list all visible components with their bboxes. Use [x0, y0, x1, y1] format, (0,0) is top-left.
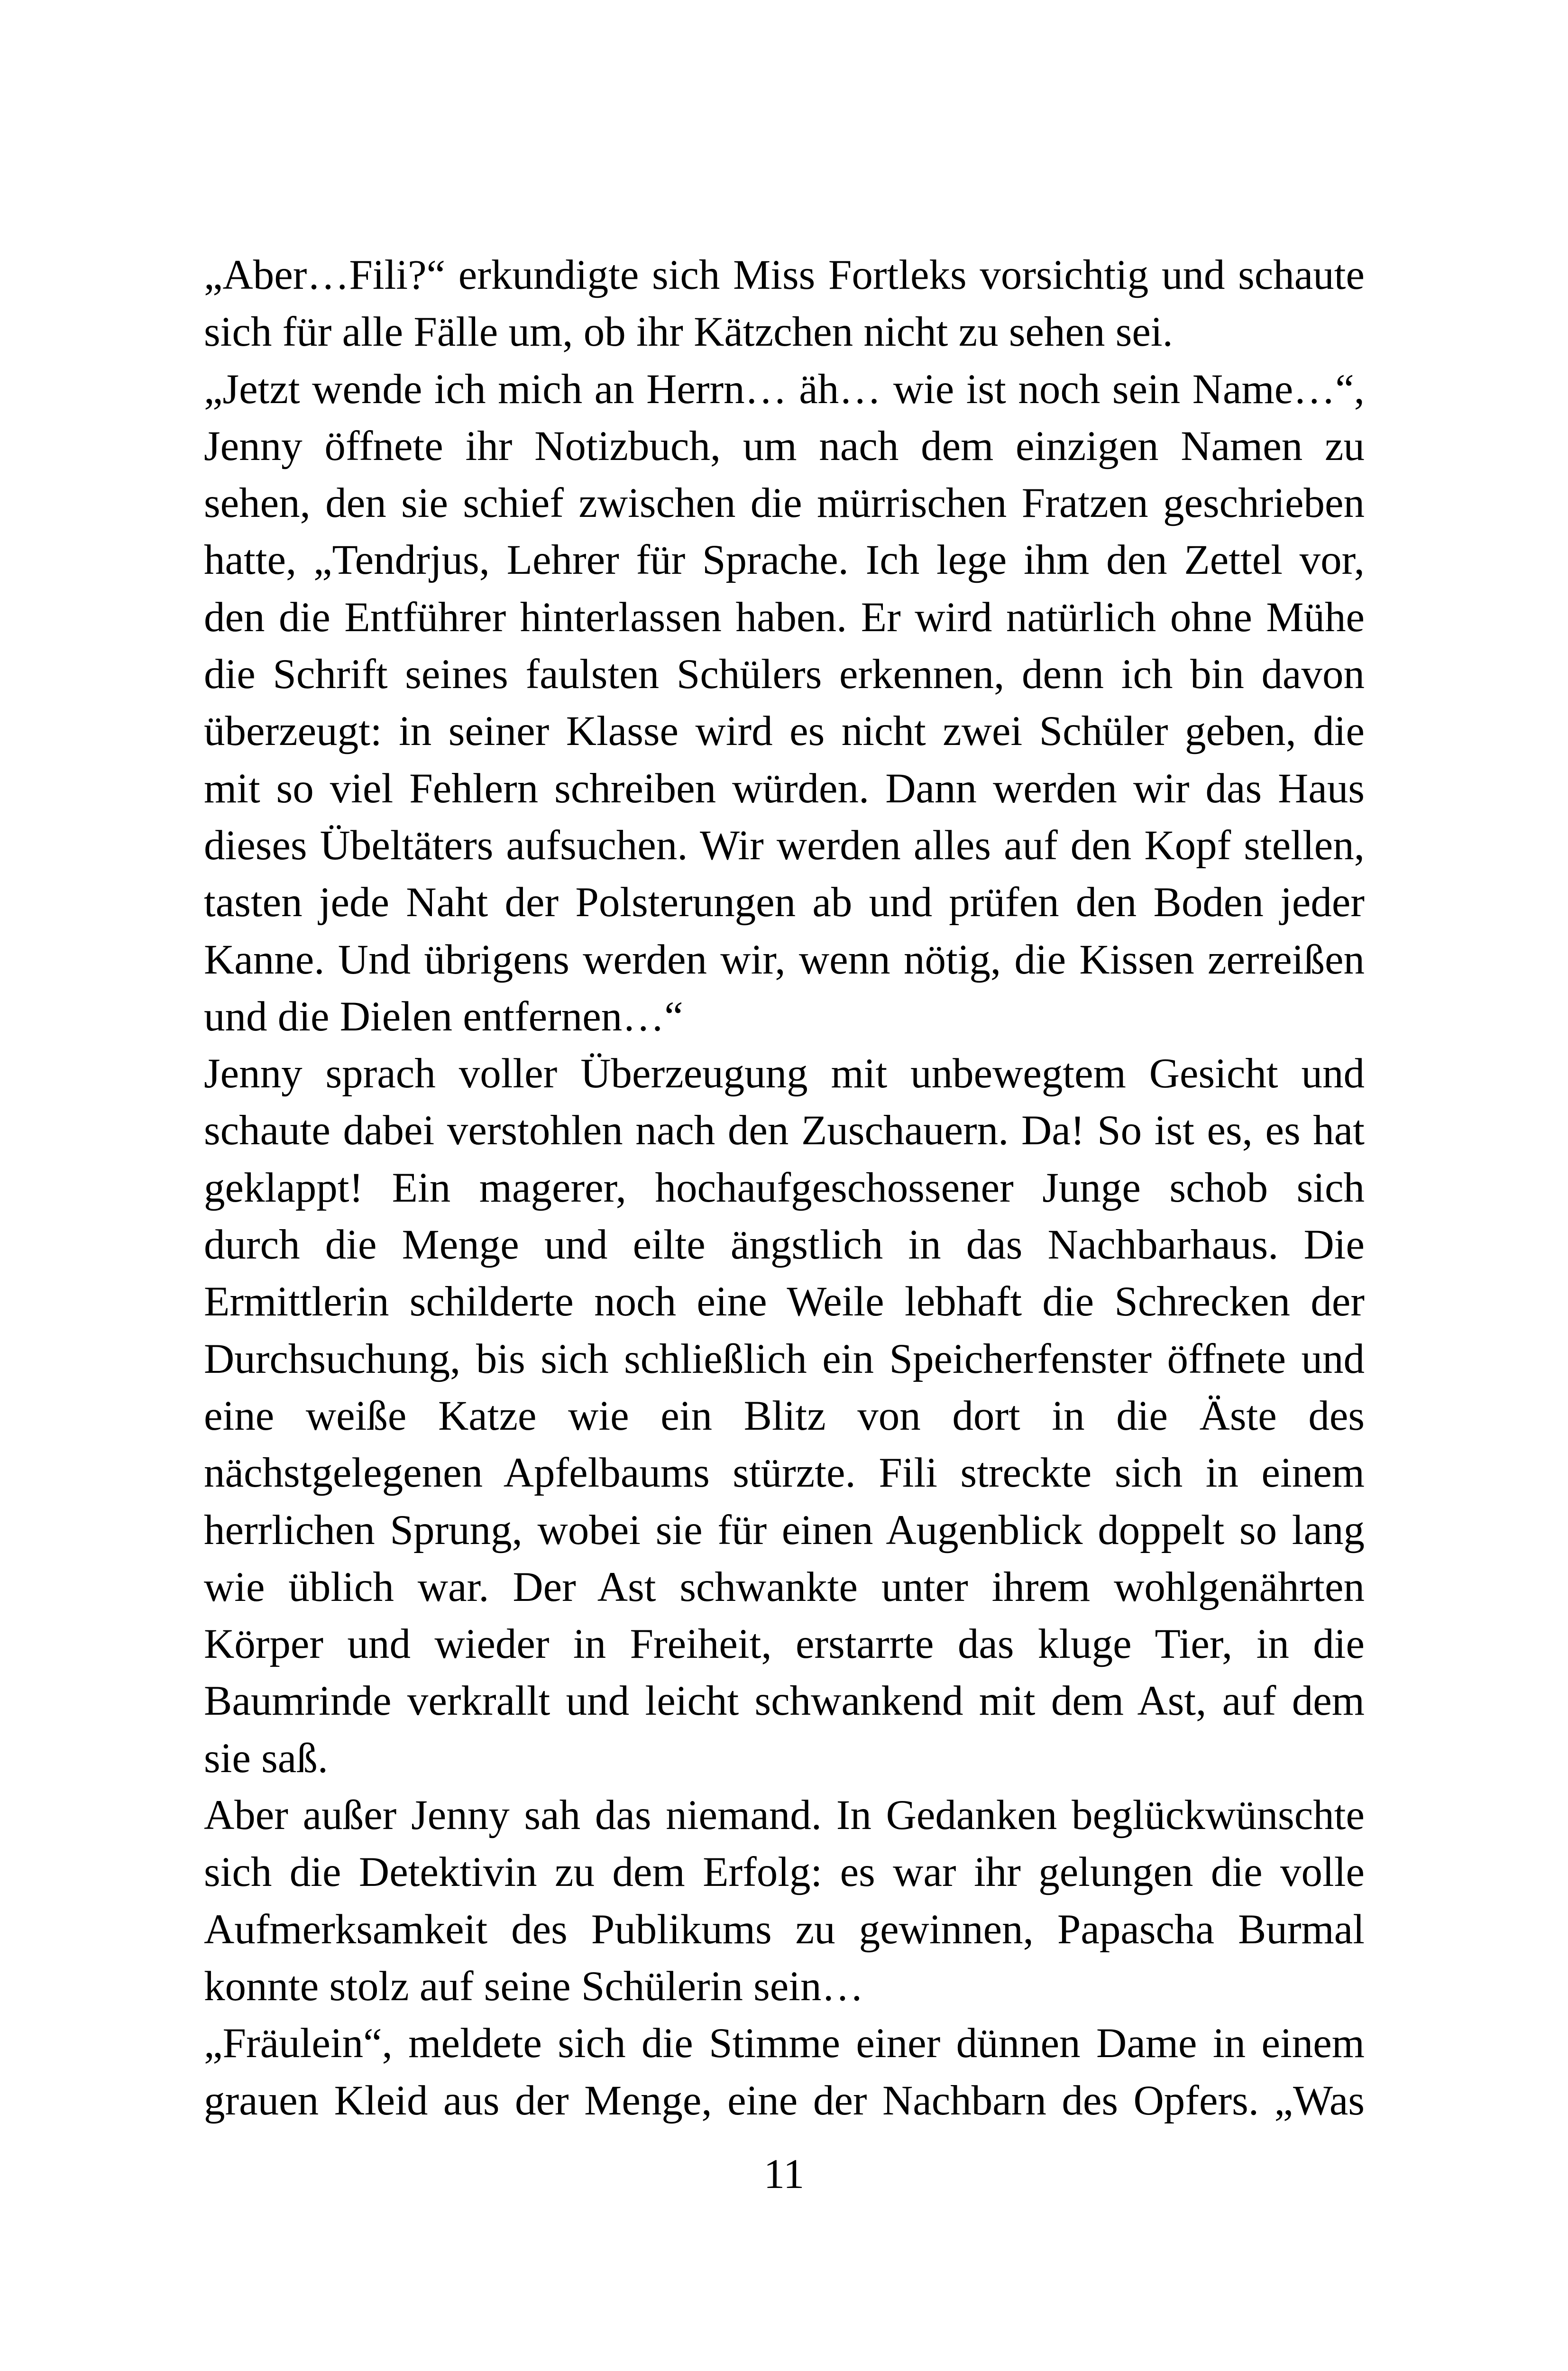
text-line: herrlichen Sprung, wobei sie für einen Augenblick doppelt so lang — [204, 1507, 1365, 1553]
text-line: die Schrift seines faulsten Schülers erkennen, denn ich bin davon — [204, 651, 1365, 698]
text-line: tasten jede Naht der Polsterungen ab und prüfen den Boden jeder — [204, 879, 1365, 926]
text-line: durch die Menge und eilte ängstlich in das Nachbarhaus. Die — [204, 1222, 1365, 1268]
text-line: sich für alle Fälle um, ob ihr Kätzchen nicht zu sehen sei. — [204, 309, 1173, 356]
text-line: sie saß. — [204, 1735, 329, 1782]
text-line: nächstgelegenen Apfelbaums stürzte. Fili streckte sich in einem — [204, 1450, 1365, 1497]
text-line: Aber außer Jenny sah das niemand. In Gedanken beglückwünschte — [204, 1792, 1365, 1839]
text-line: schaute dabei verstohlen nach den Zuschauern. Da! So ist es, es hat — [204, 1107, 1365, 1154]
text-line: Körper und wieder in Freiheit, erstarrte das kluge Tier, in die — [204, 1621, 1365, 1668]
text-line: geklappt! Ein magerer, hochaufgeschossener Junge schob sich — [204, 1164, 1365, 1211]
text-line: „Fräulein“, meldete sich die Stimme einer dünnen Dame in einem — [204, 2020, 1365, 2067]
text-line: hatte, „Tendrjus, Lehrer für Sprache. Ich lege ihm den Zettel vor, — [204, 537, 1365, 584]
text-line: dieses Übeltäters aufsuchen. Wir werden alles auf den Kopf stellen, — [204, 822, 1365, 869]
text-line: „Aber…Fili?“ erkundigte sich Miss Fortleks vorsichtig und schaute — [204, 252, 1365, 298]
body-text — [204, 247, 1365, 2129]
text-line: eine weiße Katze wie ein Blitz von dort in die Äste des — [204, 1392, 1365, 1439]
text-line: Durchsuchung, bis sich schließlich ein Speicherfenster öffnete und — [204, 1335, 1365, 1382]
text-line: Aufmerksamkeit des Publikums zu gewinnen, Papascha Burmal — [204, 1906, 1365, 1953]
text-line: Jenny öffnete ihr Notizbuch, um nach dem einzigen Namen zu — [204, 423, 1365, 469]
text-line: Ermittlerin schilderte noch eine Weile lebhaft die Schrecken der — [204, 1278, 1365, 1325]
text-line: und die Dielen entfernen…“ — [204, 993, 683, 1040]
text-line: überzeugt: in seiner Klasse wird es nicht zwei Schüler geben, die — [204, 708, 1365, 755]
text-line: den die Entführer hinterlassen haben. Er wird natürlich ohne Mühe — [204, 594, 1365, 641]
text-line: sehen, den sie schief zwischen die mürrischen Fratzen geschrieben — [204, 480, 1365, 527]
text-line: sich die Detektivin zu dem Erfolg: es war ihr gelungen die volle — [204, 1849, 1365, 1896]
text-line: „Jetzt wende ich mich an Herrn… äh… wie ist noch sein Name…“, — [204, 366, 1365, 413]
text-line: wie üblich war. Der Ast schwankte unter ihrem wohlgenährten — [204, 1563, 1365, 1610]
text-line: Kanne. Und übrigens werden wir, wenn nötig, die Kissen zerreißen — [204, 936, 1365, 983]
text-line: grauen Kleid aus der Menge, eine der Nachbarn des Opfers. „Was — [204, 2077, 1365, 2124]
text-line: konnte stolz auf seine Schülerin sein… — [204, 1963, 864, 2010]
page-number: 11 — [763, 2151, 805, 2197]
text-line: Baumrinde verkrallt und leicht schwankend mit dem Ast, auf dem — [204, 1678, 1365, 1725]
text-line: Jenny sprach voller Überzeugung mit unbewegtem Gesicht und — [204, 1050, 1365, 1097]
text-line: mit so viel Fehlern schreiben würden. Dann werden wir das Haus — [204, 765, 1365, 812]
